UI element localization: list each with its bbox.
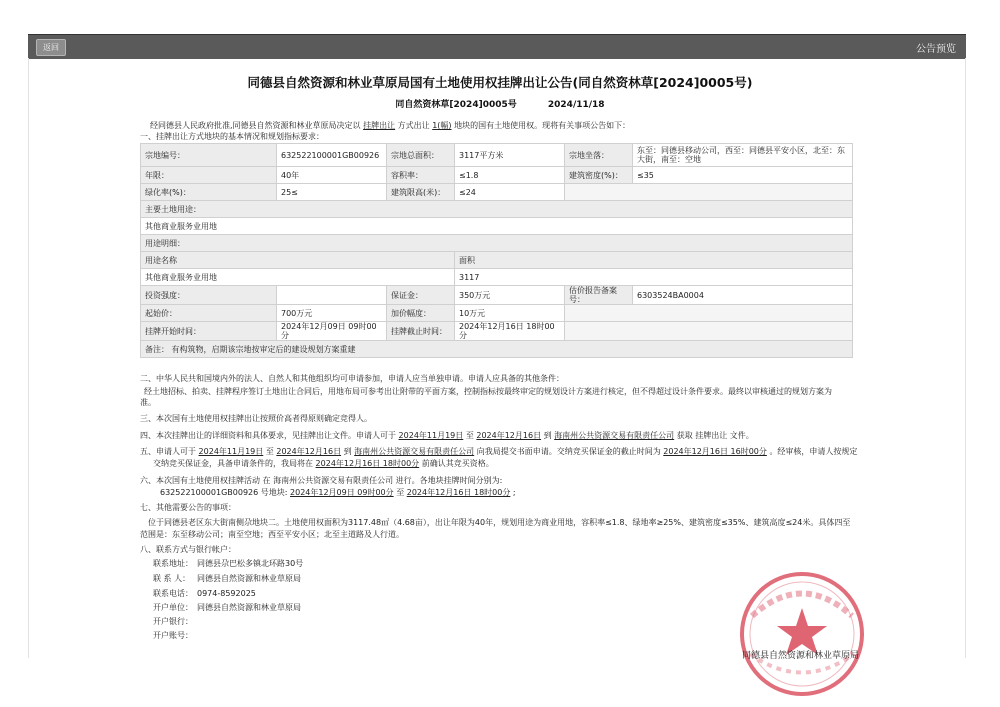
table-row <box>141 322 853 341</box>
page-edge-right <box>965 58 966 658</box>
table-cell: 备注： 有构筑物，启期该宗地按审定后的建设规划方案重建 <box>141 341 853 358</box>
table-cell: 建筑密度(%)： <box>565 167 633 184</box>
contact-bank-unit: 开户单位： 同德县自然资源和林业草原局 <box>153 603 301 612</box>
section-5-line-2: 交纳竞买保证金，具备申请条件的，我局将在 2024年12月16日 18时00分 前确认其竞买资格。 <box>153 459 494 468</box>
table-row <box>141 286 853 305</box>
table-cell: 加价幅度： <box>387 305 455 322</box>
notice-title: 同德县自然资源和林业草原局国有土地使用权挂牌出让公告(同自然资林草[2024]0005号) <box>247 75 753 90</box>
contact-phone: 联系电话： 0974-8592025 <box>153 589 256 598</box>
section-2-title: 二、中华人民共和国境内外的法人、自然人和其他组织均可申请参加，申请人应当单独申请。申请人应具备的其他条件： <box>140 374 564 383</box>
preview-title: 公告预览 <box>916 44 956 55</box>
table-cell: 3117 <box>455 269 853 286</box>
table-row <box>141 184 853 201</box>
table-cell: 宗地编号： <box>141 144 277 167</box>
table-row <box>141 235 853 252</box>
table-row <box>141 144 853 167</box>
table-row <box>141 305 853 322</box>
table-cell: 容积率： <box>387 167 455 184</box>
table-cell: 估价报告备案号： <box>565 286 633 305</box>
table-cell: ≤1.8 <box>455 167 565 184</box>
table-cell: ≤35 <box>633 167 853 184</box>
notice-subtitle <box>0 97 1000 110</box>
table-cell: 挂牌截止时间： <box>387 322 455 341</box>
table-cell: 东至：同德县移动公司，西至：同德县平安小区，北至：东大街，南至：空地 <box>633 144 853 167</box>
page-edge-left <box>28 58 29 658</box>
table-cell: 主要土地用途： <box>141 201 853 218</box>
table-cell: 350万元 <box>455 286 565 305</box>
contact-account: 开户账号： <box>153 631 193 640</box>
table-cell: 其他商业服务业用地 <box>141 218 853 235</box>
section-7-title: 七、其他需要公告的事项： <box>140 503 236 512</box>
table-cell: 投资强度： <box>141 286 277 305</box>
table-cell: 建筑限高(米)： <box>387 184 455 201</box>
doc-number: 同自然资林草[2024]0005号 <box>395 100 517 110</box>
section-8-title: 八、联系方式与银行帐户： <box>140 545 236 554</box>
section-4: 四、本次挂牌出让的详细资料和具体要求，见挂牌出让文件。申请人可于 2024年11月19日 至 2024年12月16日 到 海南州公共资源交易有限责任公司 获取 挂牌出让 文件。 <box>140 431 754 440</box>
parcel-table <box>140 143 853 358</box>
table-cell: 25≤ <box>277 184 387 201</box>
table-cell: 2024年12月16日 18时00分 <box>455 322 565 341</box>
section-7-text-end: 范围是：东至移动公司；南至空地；西至平安小区；北至主道路及人行道。 <box>140 530 404 539</box>
table-cell: 6303524BA0004 <box>633 286 853 305</box>
section-7-text: 位于同德县老区东大街南侧尕地块二。土地使用权面积为3117.48㎡（4.68亩），出让年限为40年，规划用途为商业用地，容积率≤1.8、绿地率≥25%、建筑密度≤35%、建筑高度≤24米。具体四至 <box>148 518 851 527</box>
section-2-text: 经土地招标、拍卖、挂牌程序签订土地出让合同后，用地布局可参考出让附带的平面方案，控制指标按最终审定的规划设计方案进行核定，但不得超过设计条件要求。最终以审核通过的规划方案为 <box>144 387 832 396</box>
contact-address: 联系地址： 同德县尕巴松多镇北环路30号 <box>153 559 304 568</box>
table-row <box>141 167 853 184</box>
section-3: 三、本次国有土地使用权挂牌出让按照价高者得原则确定竞得人。 <box>140 414 372 423</box>
table-row <box>141 269 853 286</box>
table-cell: 年限： <box>141 167 277 184</box>
contact-bank: 开户银行： <box>153 617 193 626</box>
contact-person: 联 系 人： 同德县自然资源和林业草原局 <box>153 574 301 583</box>
section-1-title: 一、挂牌出让方式地块的基本情况和规划指标要求： <box>140 132 324 141</box>
table-cell: 用途明细： <box>141 235 853 252</box>
table-cell: 3117平方米 <box>455 144 565 167</box>
table-cell <box>565 184 853 201</box>
table-cell: 保证金： <box>387 286 455 305</box>
table-cell: 宗地总面积： <box>387 144 455 167</box>
table-cell <box>277 286 387 305</box>
table-cell: 632522100001GB00926 <box>277 144 387 167</box>
section-6: 六、本次国有土地使用权挂牌活动 在 海南州公共资源交易有限责任公司 进行。各地块挂牌时间分别为: <box>140 476 503 485</box>
table-cell <box>565 322 853 341</box>
issuer-signature: 同德县自然资源和林业草原局 <box>742 651 860 661</box>
intro-paragraph: 经同德县人民政府批准,同德县自然资源和林业草原局决定以 挂牌出让 方式出让 1(幅) 地块的国有土地使用权。现将有关事项公告如下： <box>150 121 631 130</box>
table-cell <box>565 305 853 322</box>
back-button[interactable]: 返回 <box>36 39 66 56</box>
table-cell: 绿化率(%)： <box>141 184 277 201</box>
table-cell: 起始价： <box>141 305 277 322</box>
table-cell: ≤24 <box>455 184 565 201</box>
table-row <box>141 218 853 235</box>
table-cell: 10万元 <box>455 305 565 322</box>
notice-date: 2024/11/18 <box>547 100 605 110</box>
table-row <box>141 252 853 269</box>
table-cell: 其他商业服务业用地 <box>141 269 455 286</box>
official-seal-icon <box>722 566 882 702</box>
table-cell: 面积 <box>455 252 853 269</box>
table-row <box>141 341 853 358</box>
section-5: 五、申请人可于 2024年11月19日 至 2024年12月16日 到 海南州公共资源交易有限责任公司 向我局提交书面申请。交纳竞买保证金的截止时间为 2024年12月16日 16时00分 。经审核，申请人按规定 <box>140 447 858 456</box>
preview-toolbar <box>28 34 966 59</box>
table-cell: 40年 <box>277 167 387 184</box>
section-6-parcel: 632522100001GB00926 号地块: 2024年12月09日 09时00分 至 2024年12月16日 18时00分 ; <box>160 488 516 497</box>
table-cell: 宗地坐落： <box>565 144 633 167</box>
table-cell: 2024年12月09日 09时00分 <box>277 322 387 341</box>
table-row <box>141 201 853 218</box>
table-cell: 挂牌开始时间： <box>141 322 277 341</box>
table-cell: 用途名称 <box>141 252 455 269</box>
section-2-text-end: 准。 <box>140 398 156 407</box>
table-cell: 700万元 <box>277 305 387 322</box>
